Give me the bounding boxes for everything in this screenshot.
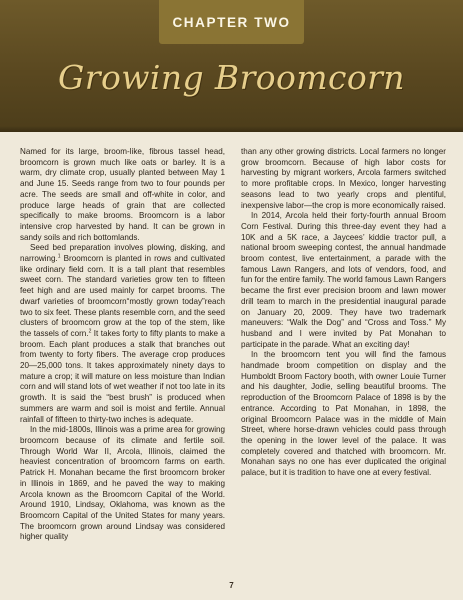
footnote-ref-2: 2 xyxy=(88,328,92,335)
right-column xyxy=(241,147,446,543)
chapter-tab xyxy=(159,0,304,44)
chapter-label: CHAPTER TWO xyxy=(172,14,291,30)
footnote-ref-1: 1 xyxy=(57,253,61,260)
left-paragraph-2-part-c: It takes forty to fifty plants to make a broom. Each plant produces a stalk that branches out from twenty to forty fibers. The average crop produces 20—25,000 tons. It takes approximately ninety days to mature a crop; it will mature on less moisture than Indian corn and will stand lots of wet weather if not too late in its growth. It is said the “best brush” is produced when summers are warm and soil is moist and fertile. Annual rainfall of fifteen to thirty-two inches is adequate. xyxy=(20,328,225,424)
chapter-header-band xyxy=(0,0,463,132)
body-columns xyxy=(20,147,446,543)
right-paragraph-3: In the broomcorn tent you will find the famous handmade broom competition on display and the Humboldt Broom Factory booth, with owner Louie Turner and his daughter, Jodie, selling beautiful brooms. The reproduction of the Broomcorn Palace of 1898 is by the entrance. According to Pat Monahan, in 1898, the original Broomcorn Palace was in the middle of Main Street, where horse-drawn vehicles could pass through the opening in the lower level of the palace. It was completely covered and thatched with broomcorn. Mr. Monahan says no one has ever duplicated the original palace, but it is tradition to have one at every festival. xyxy=(241,350,446,478)
right-paragraph-1: than any other growing districts. Local farmers no longer grow broomcorn. Because of high labor costs for harvesting by migrant workers, Arcola farmers switched to more profitable crops. In Mexico, longer harvesting seasons lead to two yearly crops and plentiful, inexpensive labor—the crop is more economically raised. xyxy=(241,147,446,210)
left-paragraph-1: Named for its large, broom-like, fibrous tassel head, broomcorn is grown much like oats or barley. It is a warm, dry climate crop, usually planted between May 1 and June 15. Seeds range from two to four pounds per acre. The seeds are small and off-white in color, and produce large heads of grain that are collected specifically to make brooms. Broomcorn is a labor intensive crop harvested by hand. It can be grown in sandy soils and rich bottomlands. xyxy=(20,147,225,242)
right-paragraph-2: In 2014, Arcola held their forty-fourth annual Broom Corn Festival. During this three-day event they had a 10K and a 5K race, a Jaycees’ kiddie tractor pull, a national broom sweeping contest, the annual handmade broom contest, live entertainment, a parade with the famous Lawn Rangers, and lots of vendors, food, and fun for the entire family. The world famous Lawn Rangers became the first ever precision broom and lawn mower drill team to march in the presidential inaugural parade on January 20, 2009. They have two trademark maneuvers: “Walk the Dog” and “Cross and Toss.” My husband and I were invited by Pat Monahan to participate in the parade. What an exciting day! xyxy=(241,211,446,349)
page-number: 7 xyxy=(229,581,234,590)
left-paragraph-2 xyxy=(20,243,225,425)
left-paragraph-3: In the mid-1800s, Illinois was a prime area for growing broomcorn because of its climate and fertile soil. Through World War II, Arcola, Illinois, claimed the heaviest concentration of broomcorn farms on earth. Patrick H. Monahan became the first broomcorn broker in Illinois in 1869, and he paved the way to making Arcola known as the Broomcorn Capital of the World. Around 1910, Lindsay, Oklahoma, was known as the Broomcorn Capital of the United States for many years. The broomcorn grown around Lindsay was considered higher quality xyxy=(20,425,225,542)
left-paragraph-2-part-b: Broomcorn is planted in rows and cultivated like ordinary field corn. It is a tall plant that resembles sweet corn. The standard varieties grow ten to fifteen feet high and are used mainly for carpet brooms. The dwarf varieties of broomcorn“mostly grown today”reach two to six feet. These plants resemble corn, and the seed clusters of broomcorn grow at the top of the stem, like the tassels of corn. xyxy=(20,254,226,338)
left-column xyxy=(20,147,225,543)
chapter-title: Growing Broomcorn xyxy=(58,58,405,97)
left-paragraph-2-part-a: Seed bed preparation involves plowing, disking, and narrowing. xyxy=(20,243,225,264)
